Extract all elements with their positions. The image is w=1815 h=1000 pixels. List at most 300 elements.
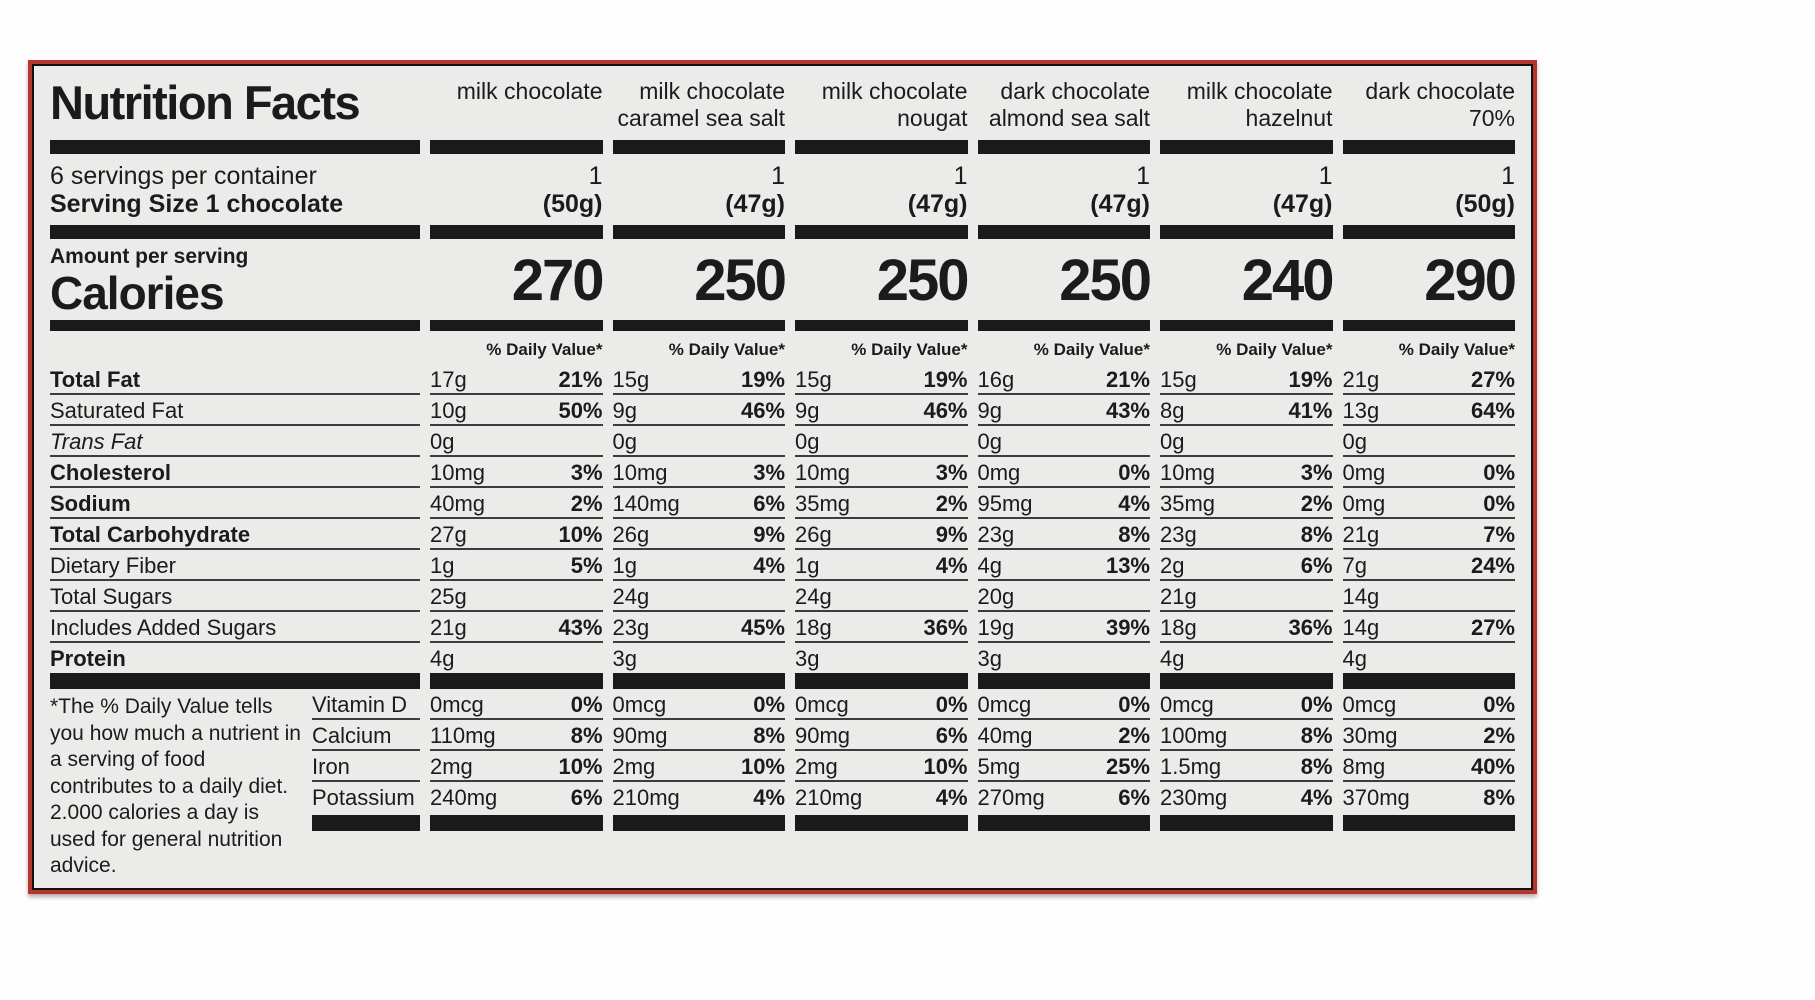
nutrient-row-saturated-fat bbox=[50, 395, 1515, 426]
nutrient-value-saturated-fat-amount: 9g bbox=[795, 398, 820, 423]
nutrient-value-cholesterol-amount: 0mg bbox=[977, 460, 1021, 485]
nutrient-value-saturated-fat-percent: 43% bbox=[1105, 398, 1150, 423]
nutrient-value-sodium-amount: 95mg bbox=[977, 491, 1033, 516]
nutrient-value-includes-added-sugars-percent: 27% bbox=[1470, 615, 1515, 640]
nutrient-value-total-carbohydrate-percent: 10% bbox=[558, 522, 603, 547]
vitamin-value-potassium bbox=[1343, 782, 1516, 812]
nutrient-value-trans-fat bbox=[795, 426, 968, 457]
nutrient-value-dietary-fiber-amount: 4g bbox=[977, 553, 1002, 578]
vitamin-value-vitamin-d-percent: 0% bbox=[1483, 692, 1515, 717]
nutrient-value-includes-added-sugars-amount: 19g bbox=[977, 615, 1015, 640]
vitamin-value-potassium-percent: 6% bbox=[570, 785, 603, 810]
nutrient-value-total-fat bbox=[978, 364, 1151, 395]
daily-value-header: % Daily Value* bbox=[1033, 340, 1150, 359]
nutrient-value-dietary-fiber bbox=[1160, 550, 1333, 581]
nutrient-value-dietary-fiber-percent: 4% bbox=[753, 553, 785, 578]
vitamin-value-potassium-amount: 270mg bbox=[977, 785, 1045, 810]
vitamin-value-iron bbox=[1343, 751, 1516, 782]
nutrient-value-protein-amount: 4g bbox=[1342, 646, 1367, 671]
nutrient-label-sodium: Sodium bbox=[50, 488, 420, 519]
nutrient-value-total-fat bbox=[613, 364, 786, 395]
nutrient-value-trans-fat bbox=[1343, 426, 1516, 457]
calories-value-milk-chocolate: 270 bbox=[511, 248, 603, 313]
vitamin-value-vitamin-d-amount: 0mcg bbox=[1160, 692, 1214, 717]
nutrient-value-total-sugars bbox=[430, 581, 603, 612]
nutrient-value-trans-fat-amount: 0g bbox=[977, 429, 1002, 454]
nutrient-value-total-sugars bbox=[1343, 581, 1516, 612]
nutrient-value-total-carbohydrate-percent: 9% bbox=[753, 522, 785, 547]
nutrient-value-sodium-amount: 35mg bbox=[795, 491, 851, 516]
vitamin-value-vitamin-d bbox=[795, 689, 968, 720]
vitamin-value-potassium bbox=[978, 782, 1151, 812]
nutrient-value-total-sugars bbox=[978, 581, 1151, 612]
product-name-dark-chocolate-70: dark chocolate 70% bbox=[1365, 78, 1515, 131]
section-divider-bar bbox=[430, 320, 603, 331]
nutrient-label-total-fat: Total Fat bbox=[50, 364, 420, 395]
vitamin-value-potassium-percent: 4% bbox=[1300, 785, 1333, 810]
nutrient-value-total-carbohydrate-amount: 26g bbox=[612, 522, 650, 547]
vitamin-value-calcium-percent: 2% bbox=[1483, 723, 1515, 748]
vitamin-value-calcium-amount: 90mg bbox=[795, 723, 851, 748]
nutrient-value-cholesterol bbox=[430, 457, 603, 488]
nutrient-value-total-carbohydrate-percent: 8% bbox=[1300, 522, 1333, 547]
nutrient-value-total-carbohydrate-percent: 8% bbox=[1118, 522, 1150, 547]
vitamin-value-iron-percent: 10% bbox=[558, 754, 603, 779]
nutrient-value-total-fat-percent: 21% bbox=[1105, 367, 1150, 392]
nutrient-value-saturated-fat-amount: 10g bbox=[430, 398, 467, 423]
vitamin-value-vitamin-d-amount: 0mcg bbox=[795, 692, 849, 717]
nutrient-value-protein bbox=[430, 643, 603, 673]
vitamin-value-potassium-percent: 4% bbox=[753, 785, 785, 810]
serving-cell-milk-chocolate-nougat bbox=[795, 154, 968, 225]
vitamin-value-potassium-percent: 6% bbox=[1118, 785, 1150, 810]
vitamin-label-calcium: Calcium bbox=[312, 720, 420, 751]
nutrient-value-cholesterol-percent: 3% bbox=[935, 460, 968, 485]
vitamin-value-iron-amount: 1.5mg bbox=[1160, 754, 1222, 779]
nutrient-value-total-sugars-amount: 14g bbox=[1342, 584, 1380, 609]
section-divider-bar bbox=[613, 320, 786, 331]
nutrient-value-sodium-amount: 140mg bbox=[612, 491, 680, 516]
nutrient-value-total-sugars-amount: 21g bbox=[1160, 584, 1197, 609]
vitamin-value-iron-percent: 8% bbox=[1300, 754, 1333, 779]
nutrient-row-sodium bbox=[50, 488, 1515, 519]
nutrient-value-saturated-fat-percent: 41% bbox=[1288, 398, 1333, 423]
bottom-section bbox=[50, 689, 1515, 880]
nutrient-value-cholesterol-amount: 10mg bbox=[795, 460, 851, 485]
nutrient-value-includes-added-sugars bbox=[795, 612, 968, 643]
nutrient-value-sodium-amount: 35mg bbox=[1160, 491, 1216, 516]
serving-cell-dark-chocolate-almond-sea-salt bbox=[978, 154, 1151, 225]
vitamin-value-vitamin-d bbox=[978, 689, 1151, 720]
servings-count: 1 bbox=[771, 162, 785, 190]
nutrient-row-total-carbohydrate bbox=[50, 519, 1515, 550]
nutrient-value-sodium bbox=[1160, 488, 1333, 519]
serving-row bbox=[50, 154, 1515, 225]
nutrient-value-dietary-fiber-percent: 13% bbox=[1105, 553, 1150, 578]
nutrient-value-total-carbohydrate-percent: 7% bbox=[1483, 522, 1515, 547]
vitamin-value-potassium bbox=[430, 782, 603, 812]
nutrient-value-cholesterol-percent: 3% bbox=[1300, 460, 1333, 485]
vitamin-value-iron-percent: 40% bbox=[1470, 754, 1515, 779]
divider-row-serving bbox=[50, 225, 1515, 239]
nutrient-value-cholesterol-amount: 10mg bbox=[612, 460, 668, 485]
serving-cell-milk-chocolate bbox=[430, 154, 603, 225]
nutrient-value-sodium bbox=[430, 488, 603, 519]
nutrient-value-includes-added-sugars bbox=[978, 612, 1151, 643]
section-divider-bar bbox=[613, 225, 786, 239]
vitamin-value-calcium-percent: 6% bbox=[935, 723, 968, 748]
nutrient-value-dietary-fiber bbox=[795, 550, 968, 581]
nutrient-label-dietary-fiber: Dietary Fiber bbox=[50, 550, 420, 581]
nutrient-value-cholesterol-percent: 3% bbox=[570, 460, 603, 485]
nutrient-value-total-sugars bbox=[795, 581, 968, 612]
section-divider-bar bbox=[1343, 225, 1516, 239]
section-divider-bar bbox=[1160, 815, 1333, 831]
nutrient-value-dietary-fiber-amount: 1g bbox=[430, 553, 455, 578]
section-divider-bar bbox=[430, 815, 603, 831]
nutrient-value-saturated-fat-amount: 9g bbox=[977, 398, 1002, 423]
vitamin-value-iron bbox=[430, 751, 603, 782]
nutrient-value-trans-fat bbox=[430, 426, 603, 457]
daily-value-header: % Daily Value* bbox=[1398, 340, 1515, 359]
vitamin-value-calcium-amount: 90mg bbox=[612, 723, 668, 748]
nutrient-value-trans-fat-amount: 0g bbox=[1160, 429, 1185, 454]
nutrient-value-saturated-fat-amount: 9g bbox=[612, 398, 637, 423]
nutrient-value-dietary-fiber-amount: 1g bbox=[795, 553, 820, 578]
section-divider-bar bbox=[978, 673, 1151, 689]
nutrient-value-dietary-fiber bbox=[978, 550, 1151, 581]
nutrient-row-total-sugars bbox=[50, 581, 1515, 612]
calories-header bbox=[50, 239, 420, 320]
vitamin-value-potassium-percent: 8% bbox=[1483, 785, 1515, 810]
daily-value-footnote: *The % Daily Value tells you how much a nutrient in a serving of food contributes to a daily diet. 2.000 calories a day is used for general nutrition advice. bbox=[50, 695, 301, 877]
nutrient-value-total-fat-amount: 15g bbox=[1160, 367, 1197, 392]
nutrient-value-trans-fat-amount: 0g bbox=[1342, 429, 1367, 454]
nutrient-value-saturated-fat bbox=[613, 395, 786, 426]
nutrient-value-cholesterol bbox=[1343, 457, 1516, 488]
nutrient-value-trans-fat bbox=[1160, 426, 1333, 457]
nutrient-value-total-sugars-amount: 24g bbox=[612, 584, 650, 609]
calories-value-milk-chocolate-caramel-sea-salt: 250 bbox=[694, 248, 785, 313]
section-divider-bar bbox=[1343, 673, 1516, 689]
vitamin-value-iron-amount: 2mg bbox=[612, 754, 656, 779]
nutrient-value-sodium-amount: 0mg bbox=[1342, 491, 1386, 516]
nutrient-value-total-fat-amount: 15g bbox=[795, 367, 832, 392]
calories-value-milk-chocolate-hazelnut: 240 bbox=[1241, 248, 1333, 313]
section-divider-bar bbox=[1343, 140, 1516, 154]
nutrient-value-protein-amount: 3g bbox=[795, 646, 820, 671]
nutrient-value-total-fat-amount: 16g bbox=[977, 367, 1015, 392]
nutrient-value-includes-added-sugars-amount: 21g bbox=[430, 615, 467, 640]
vitamin-label-vitamin-d: Vitamin D bbox=[312, 689, 420, 720]
nutrient-value-includes-added-sugars bbox=[1343, 612, 1516, 643]
section-divider-bar bbox=[613, 140, 786, 154]
nutrient-value-total-fat bbox=[430, 364, 603, 395]
product-name-milk-chocolate: milk chocolate bbox=[456, 78, 603, 104]
nutrient-value-saturated-fat-percent: 46% bbox=[740, 398, 785, 423]
nutrient-value-total-fat-amount: 21g bbox=[1342, 367, 1380, 392]
vitamin-value-iron bbox=[795, 751, 968, 782]
nutrition-facts-label bbox=[28, 60, 1537, 894]
nutrient-value-sodium bbox=[613, 488, 786, 519]
daily-value-header: % Daily Value* bbox=[668, 340, 785, 359]
nutrient-value-saturated-fat-amount: 8g bbox=[1160, 398, 1185, 423]
nutrient-value-includes-added-sugars-percent: 36% bbox=[1288, 615, 1333, 640]
nutrient-value-saturated-fat-percent: 46% bbox=[923, 398, 968, 423]
section-divider-bar bbox=[978, 140, 1151, 154]
nutrient-value-trans-fat-amount: 0g bbox=[430, 429, 455, 454]
nutrient-value-sodium-amount: 40mg bbox=[430, 491, 486, 516]
section-divider-bar bbox=[613, 815, 786, 831]
vitamin-value-vitamin-d bbox=[1343, 689, 1516, 720]
nutrient-value-total-fat-amount: 15g bbox=[612, 367, 650, 392]
nutrient-value-dietary-fiber bbox=[1343, 550, 1516, 581]
nutrient-value-saturated-fat-amount: 13g bbox=[1342, 398, 1380, 423]
divider-row-protein bbox=[50, 673, 1515, 689]
vitamin-value-iron-amount: 2mg bbox=[430, 754, 473, 779]
vitamin-value-vitamin-d bbox=[613, 689, 786, 720]
section-divider-bar bbox=[795, 673, 968, 689]
vitamin-value-iron-percent: 10% bbox=[923, 754, 968, 779]
daily-value-header: % Daily Value* bbox=[1216, 340, 1333, 359]
nutrient-value-saturated-fat bbox=[1343, 395, 1516, 426]
vitamin-label-potassium: Potassium bbox=[312, 785, 415, 810]
nutrient-value-cholesterol-amount: 10mg bbox=[1160, 460, 1216, 485]
calories-value-milk-chocolate-nougat: 250 bbox=[876, 248, 968, 313]
nutrient-value-dietary-fiber-percent: 24% bbox=[1470, 553, 1515, 578]
divider-row-header bbox=[50, 140, 1515, 154]
nutrient-value-total-carbohydrate bbox=[1343, 519, 1516, 550]
vitamin-value-vitamin-d-amount: 0mcg bbox=[430, 692, 484, 717]
vitamin-value-iron-amount: 8mg bbox=[1342, 754, 1386, 779]
nutrient-value-sodium bbox=[795, 488, 968, 519]
nutrient-value-dietary-fiber bbox=[430, 550, 603, 581]
vitamin-value-vitamin-d bbox=[1160, 689, 1333, 720]
servings-per-container: 6 servings per container bbox=[50, 162, 317, 190]
divider-row-calories bbox=[50, 320, 1515, 331]
section-divider-bar bbox=[430, 225, 603, 239]
nutrient-value-dietary-fiber-percent: 6% bbox=[1300, 553, 1333, 578]
section-divider-bar bbox=[50, 225, 420, 239]
nutrient-value-protein bbox=[795, 643, 968, 673]
vitamin-value-potassium-amount: 240mg bbox=[430, 785, 498, 810]
nutrient-value-total-fat bbox=[1343, 364, 1516, 395]
calories-value-dark-chocolate-70: 290 bbox=[1424, 248, 1515, 313]
nutrient-value-sodium-percent: 0% bbox=[1483, 491, 1515, 516]
nutrient-value-protein bbox=[613, 643, 786, 673]
nutrient-value-dietary-fiber-amount: 2g bbox=[1160, 553, 1185, 578]
servings-count: 1 bbox=[1136, 162, 1150, 190]
vitamin-value-iron bbox=[978, 751, 1151, 782]
vitamin-value-iron-percent: 25% bbox=[1105, 754, 1150, 779]
section-divider-bar bbox=[795, 140, 968, 154]
nutrient-value-sodium bbox=[978, 488, 1151, 519]
calories-value-dark-chocolate-almond-sea-salt: 250 bbox=[1059, 248, 1150, 313]
nutrient-value-includes-added-sugars-amount: 18g bbox=[795, 615, 832, 640]
nutrient-value-includes-added-sugars-percent: 39% bbox=[1105, 615, 1150, 640]
vitamin-value-iron-amount: 2mg bbox=[795, 754, 838, 779]
serving-weight: (47g) bbox=[907, 190, 968, 218]
vitamin-value-calcium bbox=[430, 720, 603, 751]
nutrient-value-cholesterol-percent: 0% bbox=[1118, 460, 1150, 485]
servings-count: 1 bbox=[953, 162, 968, 190]
nutrient-value-total-carbohydrate bbox=[430, 519, 603, 550]
nutrient-value-includes-added-sugars-percent: 45% bbox=[740, 615, 785, 640]
vitamin-value-potassium-amount: 210mg bbox=[795, 785, 863, 810]
nutrient-value-total-carbohydrate bbox=[613, 519, 786, 550]
nutrient-value-total-fat-percent: 19% bbox=[740, 367, 785, 392]
section-divider-bar bbox=[795, 815, 968, 831]
vitamin-value-iron bbox=[1160, 751, 1333, 782]
vitamin-value-vitamin-d-percent: 0% bbox=[935, 692, 968, 717]
nutrient-value-protein-amount: 3g bbox=[612, 646, 637, 671]
vitamin-value-calcium-amount: 110mg bbox=[430, 723, 496, 748]
nutrient-value-dietary-fiber-percent: 4% bbox=[935, 553, 968, 578]
section-divider-bar bbox=[50, 673, 420, 689]
vitamin-value-calcium-amount: 100mg bbox=[1160, 723, 1228, 748]
vitamin-value-potassium-amount: 370mg bbox=[1342, 785, 1410, 810]
vitamin-value-calcium-percent: 8% bbox=[753, 723, 785, 748]
vitamin-value-vitamin-d bbox=[430, 689, 603, 720]
nutrient-value-dietary-fiber bbox=[613, 550, 786, 581]
section-divider-bar bbox=[430, 140, 603, 154]
nutrient-value-cholesterol bbox=[978, 457, 1151, 488]
nutrient-value-protein-amount: 3g bbox=[977, 646, 1002, 671]
nutrient-value-protein bbox=[1343, 643, 1516, 673]
nutrient-row-protein bbox=[50, 643, 1515, 673]
vitamin-value-potassium bbox=[795, 782, 968, 812]
nutrient-value-protein-amount: 4g bbox=[1160, 646, 1185, 671]
nutrient-value-includes-added-sugars bbox=[430, 612, 603, 643]
nutrient-value-saturated-fat-percent: 50% bbox=[558, 398, 603, 423]
vitamin-value-iron-amount: 5mg bbox=[977, 754, 1021, 779]
vitamin-grid bbox=[312, 689, 1515, 880]
vitamin-value-vitamin-d-percent: 0% bbox=[753, 692, 785, 717]
nutrient-value-total-fat-percent: 19% bbox=[1288, 367, 1333, 392]
vitamin-value-vitamin-d-percent: 0% bbox=[570, 692, 603, 717]
nutrient-value-total-carbohydrate-amount: 21g bbox=[1342, 522, 1380, 547]
nutrient-value-trans-fat bbox=[978, 426, 1151, 457]
section-divider-bar bbox=[978, 815, 1151, 831]
vitamin-value-potassium bbox=[613, 782, 786, 812]
nutrient-value-total-carbohydrate-amount: 23g bbox=[977, 522, 1015, 547]
nutrient-value-total-fat bbox=[795, 364, 968, 395]
nutrient-value-protein-amount: 4g bbox=[430, 646, 455, 671]
serving-weight: (47g) bbox=[725, 190, 785, 218]
nutrient-value-cholesterol-amount: 0mg bbox=[1342, 460, 1386, 485]
section-divider-bar bbox=[50, 140, 420, 154]
section-divider-bar bbox=[312, 815, 420, 831]
nutrient-value-cholesterol bbox=[613, 457, 786, 488]
servings-count: 1 bbox=[588, 162, 603, 190]
nutrient-value-total-carbohydrate-amount: 26g bbox=[795, 522, 832, 547]
nutrient-value-total-fat-percent: 27% bbox=[1470, 367, 1515, 392]
nutrient-value-protein bbox=[978, 643, 1151, 673]
nutrient-label-cholesterol: Cholesterol bbox=[50, 457, 420, 488]
serving-weight: (50g) bbox=[542, 190, 603, 218]
section-divider-bar bbox=[430, 673, 603, 689]
vitamin-value-calcium-percent: 8% bbox=[570, 723, 603, 748]
nutrient-value-cholesterol bbox=[1160, 457, 1333, 488]
section-divider-bar bbox=[1160, 320, 1333, 331]
nutrient-value-sodium-percent: 2% bbox=[1300, 491, 1333, 516]
section-divider-bar bbox=[1160, 225, 1333, 239]
vitamin-label-iron: Iron bbox=[312, 751, 420, 782]
nutrient-value-total-sugars-amount: 25g bbox=[430, 584, 467, 609]
nutrient-value-protein bbox=[1160, 643, 1333, 673]
label-title: Nutrition Facts bbox=[50, 76, 360, 129]
vitamin-value-iron bbox=[613, 751, 786, 782]
product-name-milk-chocolate-caramel-sea-salt: milk chocolate caramel sea salt bbox=[617, 78, 785, 131]
product-header-row bbox=[50, 76, 1515, 140]
vitamin-value-potassium-amount: 210mg bbox=[612, 785, 680, 810]
vitamin-value-potassium bbox=[1160, 782, 1333, 812]
daily-value-spacer bbox=[50, 331, 420, 364]
nutrient-value-sodium-percent: 2% bbox=[570, 491, 603, 516]
nutrient-label-total-sugars: Total Sugars bbox=[50, 581, 420, 612]
section-divider-bar bbox=[50, 320, 420, 331]
serving-info bbox=[50, 154, 420, 225]
nutrient-value-sodium-percent: 2% bbox=[935, 491, 968, 516]
nutrient-row-dietary-fiber bbox=[50, 550, 1515, 581]
vitamin-value-calcium-amount: 30mg bbox=[1342, 723, 1398, 748]
vitamin-value-vitamin-d-percent: 0% bbox=[1300, 692, 1333, 717]
nutrient-value-total-sugars-amount: 24g bbox=[795, 584, 832, 609]
serving-cell-milk-chocolate-caramel-sea-salt bbox=[613, 154, 786, 225]
serving-cell-milk-chocolate-hazelnut bbox=[1160, 154, 1333, 225]
nutrient-value-trans-fat-amount: 0g bbox=[612, 429, 637, 454]
nutrient-label-total-carbohydrate: Total Carbohydrate bbox=[50, 519, 420, 550]
nutrient-value-total-carbohydrate bbox=[978, 519, 1151, 550]
nutrient-value-total-fat-percent: 21% bbox=[558, 367, 603, 392]
vitamin-value-potassium-amount: 230mg bbox=[1160, 785, 1228, 810]
nutrient-value-cholesterol-percent: 3% bbox=[753, 460, 785, 485]
nutrient-value-includes-added-sugars-amount: 14g bbox=[1342, 615, 1380, 640]
nutrient-value-saturated-fat bbox=[978, 395, 1151, 426]
nutrient-value-saturated-fat bbox=[430, 395, 603, 426]
nutrient-label-protein: Protein bbox=[50, 646, 126, 671]
calories-row bbox=[50, 239, 1515, 320]
nutrient-value-cholesterol bbox=[795, 457, 968, 488]
nutrient-value-saturated-fat-percent: 64% bbox=[1470, 398, 1515, 423]
nutrient-value-includes-added-sugars-percent: 43% bbox=[558, 615, 603, 640]
nutrient-value-includes-added-sugars-amount: 18g bbox=[1160, 615, 1197, 640]
section-divider-bar bbox=[795, 320, 968, 331]
nutrient-value-sodium-percent: 6% bbox=[753, 491, 785, 516]
vitamin-value-vitamin-d-amount: 0mcg bbox=[612, 692, 667, 717]
nutrient-row-total-fat bbox=[50, 364, 1515, 395]
servings-count: 1 bbox=[1501, 162, 1515, 190]
serving-weight: (50g) bbox=[1455, 190, 1515, 218]
nutrient-value-includes-added-sugars-percent: 36% bbox=[923, 615, 968, 640]
section-divider-bar bbox=[613, 673, 786, 689]
section-divider-bar bbox=[1160, 140, 1333, 154]
product-name-milk-chocolate-nougat: milk chocolate nougat bbox=[821, 78, 968, 131]
nutrient-value-dietary-fiber-amount: 7g bbox=[1342, 553, 1367, 578]
nutrient-value-saturated-fat bbox=[1160, 395, 1333, 426]
vitamin-value-calcium-percent: 8% bbox=[1300, 723, 1333, 748]
vitamin-value-vitamin-d-amount: 0mcg bbox=[977, 692, 1032, 717]
nutrient-value-includes-added-sugars-amount: 23g bbox=[612, 615, 650, 640]
vitamin-value-calcium bbox=[613, 720, 786, 751]
section-divider-bar bbox=[978, 225, 1151, 239]
nutrient-value-includes-added-sugars bbox=[613, 612, 786, 643]
nutrient-value-total-carbohydrate bbox=[1160, 519, 1333, 550]
vitamin-value-potassium-percent: 4% bbox=[935, 785, 968, 810]
amount-per-serving: Amount per serving bbox=[50, 245, 249, 268]
nutrient-label-includes-added-sugars: Includes Added Sugars bbox=[50, 612, 420, 643]
vitamin-value-calcium bbox=[1343, 720, 1516, 751]
